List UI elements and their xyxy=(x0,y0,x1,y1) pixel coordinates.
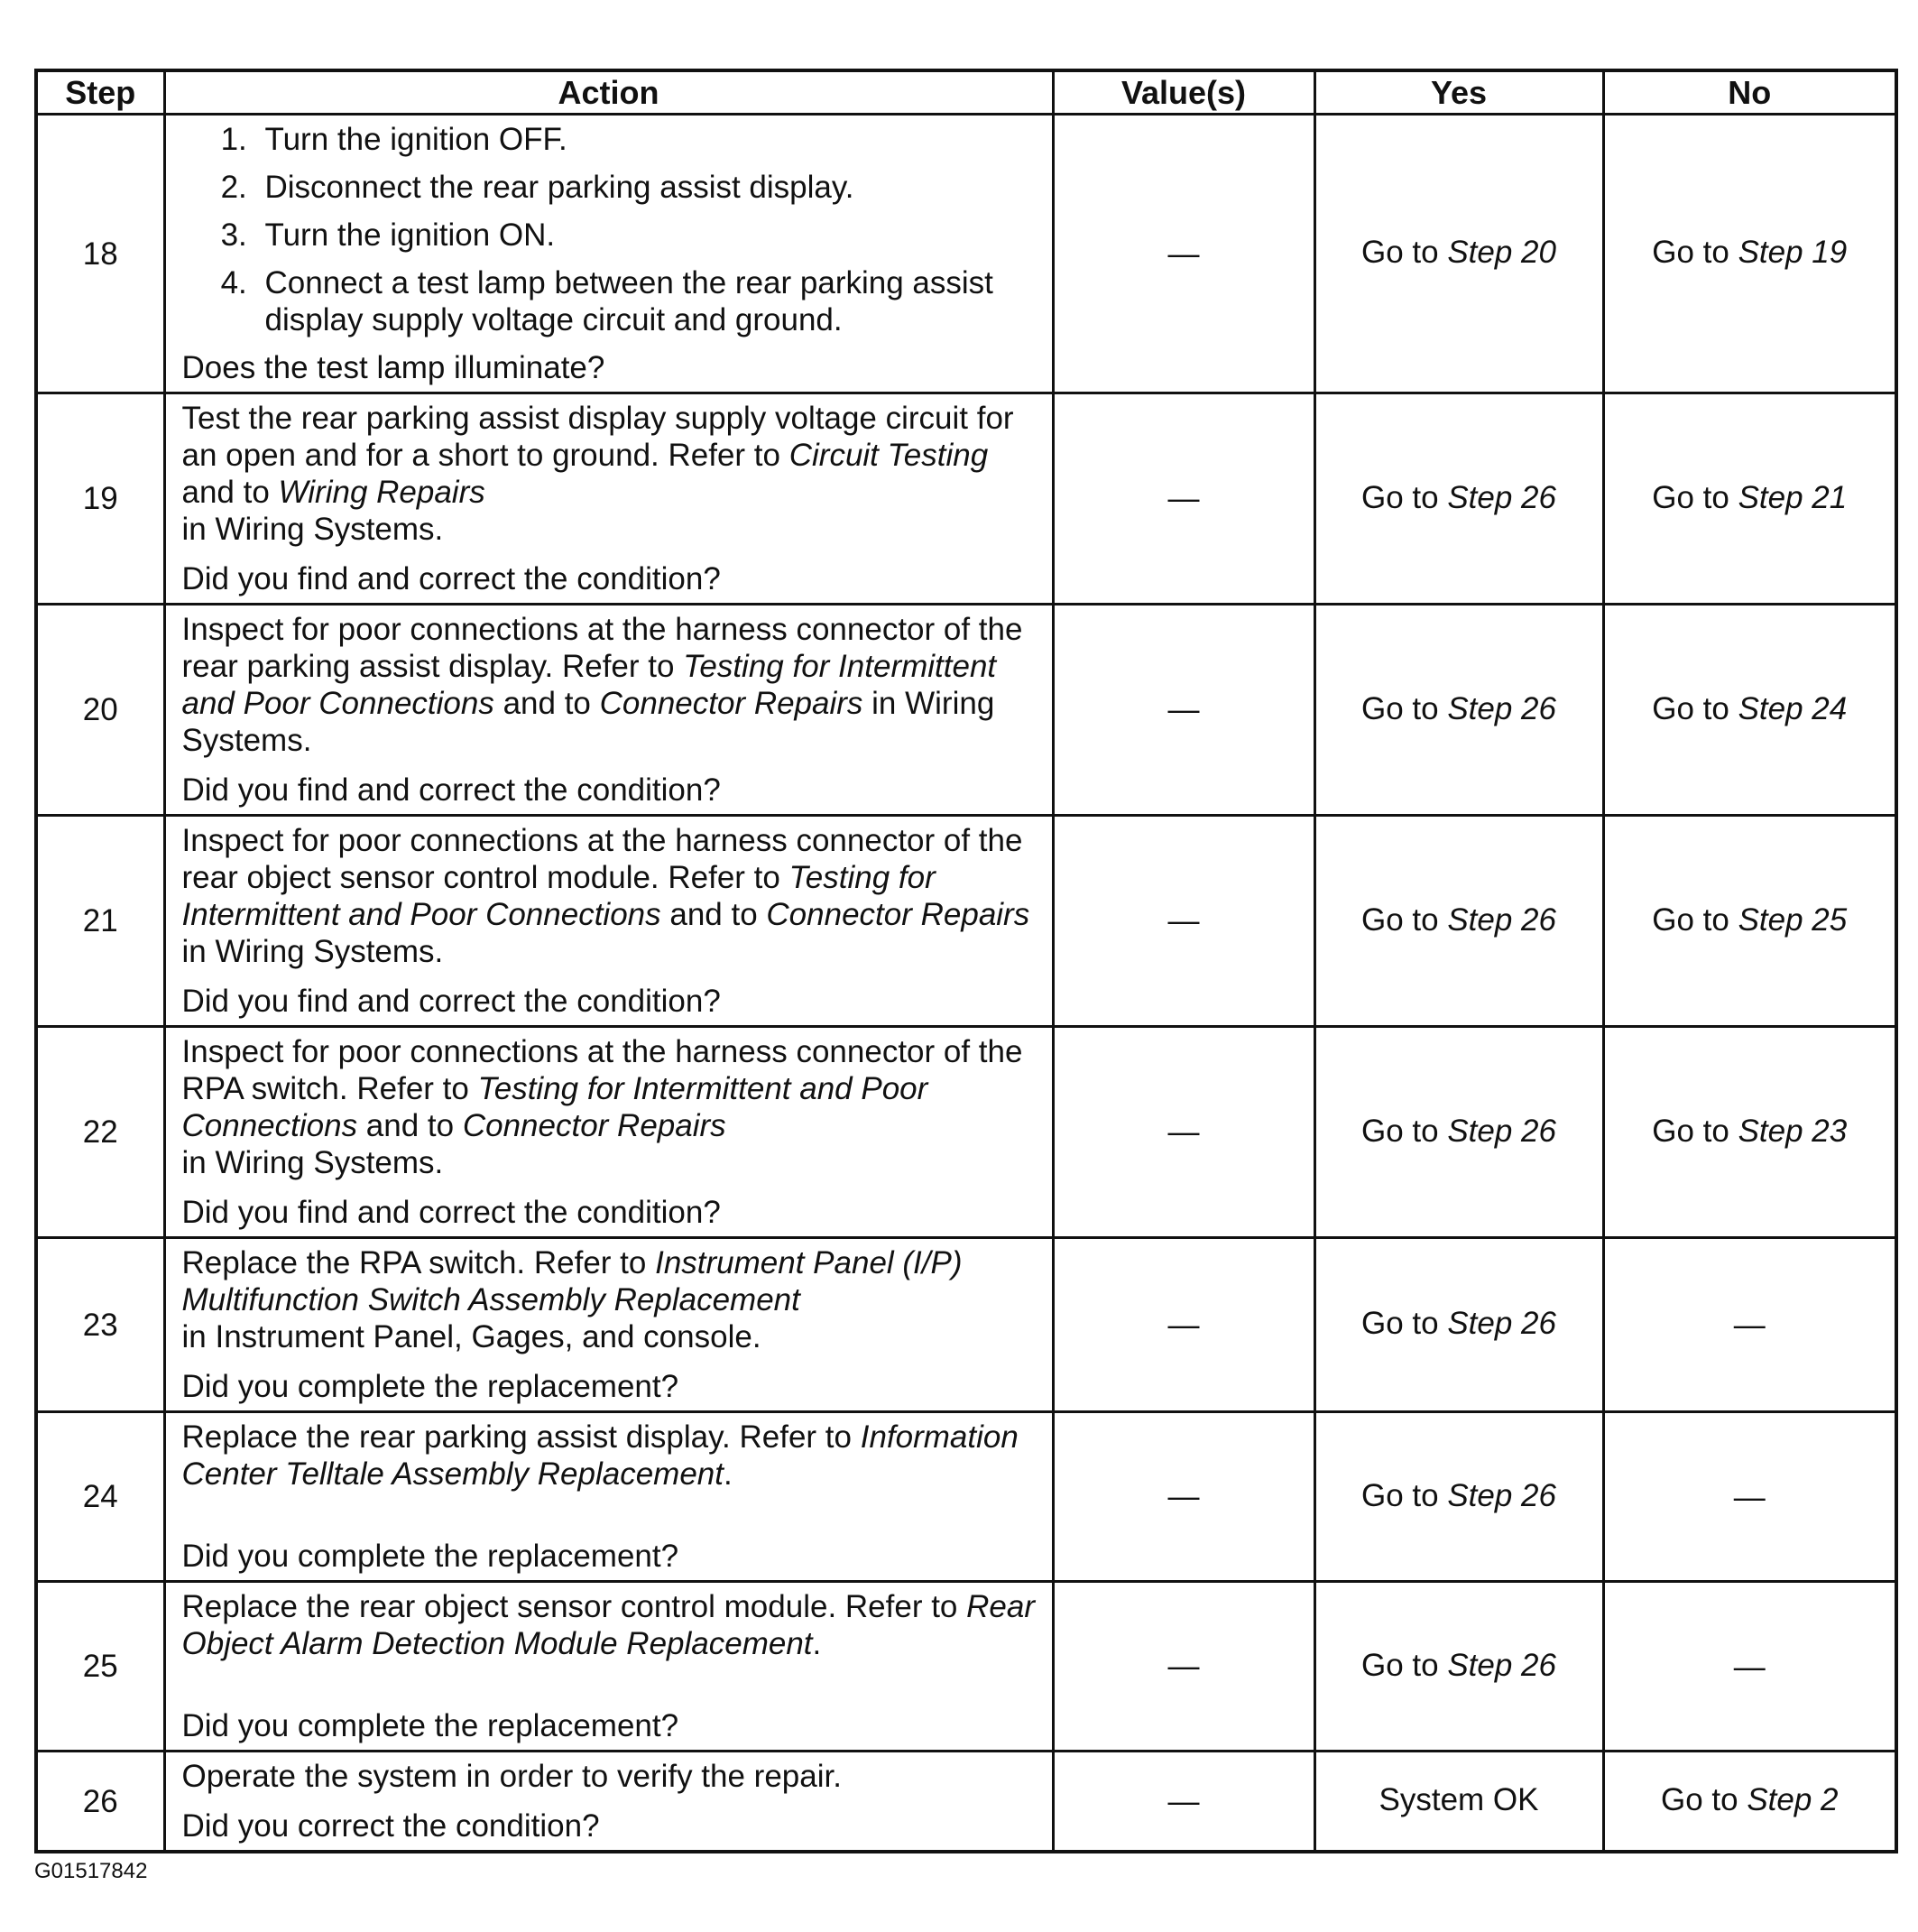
instruction-text: and to xyxy=(181,438,997,510)
yes-prefix: Go to xyxy=(1361,1477,1448,1513)
action-substep: 1. Turn the ignition OFF. xyxy=(256,121,1037,158)
action-cell xyxy=(164,393,1053,605)
no-cell xyxy=(1603,115,1896,393)
step-number: 18 xyxy=(36,115,164,393)
action-cell xyxy=(164,1027,1053,1238)
action-question: Did you correct the condition? xyxy=(181,1808,600,1844)
table-row xyxy=(36,1412,1896,1582)
reference-title: Connector Repairs xyxy=(462,1108,726,1143)
diagnostic-steps-table xyxy=(34,69,1898,1853)
action-instruction xyxy=(182,1758,1037,1795)
step-number: 22 xyxy=(36,1027,164,1238)
yes-cell xyxy=(1314,1582,1603,1752)
reference-title: Instrument Panel (I/P) Multifunction Switch Assembly Replacement xyxy=(181,1245,972,1317)
yes-prefix: Go to xyxy=(1361,1647,1448,1683)
action-substep: 3. Turn the ignition ON. xyxy=(256,217,1037,254)
yes-prefix: Go to xyxy=(1361,901,1448,938)
action-question: Did you find and correct the condition? xyxy=(181,1195,721,1230)
no-prefix: Go to xyxy=(1660,1782,1747,1817)
action-question: Did you find and correct the condition? xyxy=(181,561,721,596)
no-cell xyxy=(1603,1752,1896,1853)
value-cell: — xyxy=(1053,1752,1314,1853)
no-cell xyxy=(1603,1582,1896,1752)
instruction-text: . xyxy=(812,1626,822,1661)
value-cell: — xyxy=(1053,605,1314,816)
no-cell xyxy=(1603,816,1896,1027)
action-spacer xyxy=(182,1662,1037,1695)
header-action: Action xyxy=(164,70,1053,115)
table-row xyxy=(36,1027,1896,1238)
reference-title: Testing for Intermittent and Poor Connections xyxy=(181,860,945,932)
header-no: No xyxy=(1603,70,1896,115)
yes-prefix: Go to xyxy=(1361,1306,1448,1341)
no-prefix: Go to xyxy=(1652,690,1738,726)
yes-prefix: Go to xyxy=(1361,235,1448,270)
action-instruction xyxy=(182,1244,1037,1355)
yes-step-ref: Step 26 xyxy=(1447,1113,1556,1149)
no-cell xyxy=(1603,1412,1896,1582)
yes-cell xyxy=(1314,1752,1603,1853)
action-substeps xyxy=(182,121,1037,338)
step-number: 26 xyxy=(36,1752,164,1853)
action-cell xyxy=(164,1238,1053,1412)
reference-title: Connector Repairs xyxy=(599,686,863,721)
no-cell xyxy=(1603,393,1896,605)
yes-cell xyxy=(1314,1238,1603,1412)
yes-cell xyxy=(1314,393,1603,605)
yes-prefix: Go to xyxy=(1361,690,1448,726)
instruction-text: Replace the rear object sensor control module. Refer to xyxy=(181,1589,967,1624)
instruction-text: and to xyxy=(493,686,600,721)
no-step-ref: Step 2 xyxy=(1747,1782,1839,1817)
diagnostic-table-sheet xyxy=(34,69,1895,1853)
value-cell: — xyxy=(1053,115,1314,393)
action-question: Did you complete the replacement? xyxy=(181,1708,679,1743)
instruction-text: in Wiring Systems. xyxy=(181,1145,444,1180)
no-step-ref: Step 21 xyxy=(1738,479,1848,515)
instruction-text: Inspect for poor connections at the harness connector of the rear object sensor control module. Refer to xyxy=(181,823,1032,895)
yes-step-ref: Step 26 xyxy=(1447,1477,1556,1513)
header-values: Value(s) xyxy=(1053,70,1314,115)
table-row xyxy=(36,605,1896,816)
yes-cell xyxy=(1314,115,1603,393)
action-instruction xyxy=(182,611,1037,759)
action-cell xyxy=(164,1412,1053,1582)
yes-step-ref: Step 26 xyxy=(1447,479,1556,515)
action-instruction xyxy=(182,1033,1037,1181)
no-prefix: Go to xyxy=(1652,901,1738,938)
header-step: Step xyxy=(36,70,164,115)
value-cell: — xyxy=(1053,816,1314,1027)
instruction-text: Inspect for poor connections at the harness connector of the rear parking assist display. Refer to xyxy=(181,612,1032,684)
yes-step-ref: Step 26 xyxy=(1447,1647,1556,1683)
step-number: 19 xyxy=(36,393,164,605)
value-cell: — xyxy=(1053,1412,1314,1582)
instruction-text: and to xyxy=(357,1108,463,1143)
yes-step-ref: Step 26 xyxy=(1447,901,1556,938)
action-question: Did you complete the replacement? xyxy=(181,1369,679,1404)
yes-cell xyxy=(1314,1027,1603,1238)
no-step-ref: Step 23 xyxy=(1738,1113,1848,1149)
yes-text: System OK xyxy=(1379,1782,1539,1817)
table-row xyxy=(36,115,1896,393)
reference-title: Connector Repairs xyxy=(766,897,1030,932)
value-cell: — xyxy=(1053,1238,1314,1412)
table-row xyxy=(36,1238,1896,1412)
step-number: 25 xyxy=(36,1582,164,1752)
no-prefix: Go to xyxy=(1652,1113,1738,1149)
action-cell xyxy=(164,605,1053,816)
yes-step-ref: Step 26 xyxy=(1447,690,1556,726)
no-step-ref: Step 24 xyxy=(1738,690,1848,726)
table-row xyxy=(36,1582,1896,1752)
instruction-text: . xyxy=(723,1456,733,1492)
instruction-text: in Instrument Panel, Gages, and console. xyxy=(181,1319,761,1354)
action-question: Did you find and correct the condition? xyxy=(181,984,721,1019)
reference-title: Testing for Intermittent and Poor Connections xyxy=(181,649,1005,721)
instruction-text: in Wiring Systems. xyxy=(181,512,444,547)
action-cell xyxy=(164,816,1053,1027)
instruction-text: in Wiring Systems. xyxy=(181,686,1004,758)
action-substep: 4. Connect a test lamp between the rear parking assist display supply voltage circuit and ground. xyxy=(256,264,1037,338)
table-header-row xyxy=(36,70,1896,115)
action-substep: 2. Disconnect the rear parking assist display. xyxy=(256,169,1037,206)
instruction-text: and to xyxy=(660,897,767,932)
table-row xyxy=(36,1752,1896,1853)
no-cell xyxy=(1603,605,1896,816)
no-text: — xyxy=(1733,1649,1766,1685)
yes-cell xyxy=(1314,1412,1603,1582)
action-cell xyxy=(164,1582,1053,1752)
no-prefix: Go to xyxy=(1652,479,1738,515)
instruction-text: Replace the rear parking assist display. Refer to xyxy=(181,1419,861,1455)
table-row xyxy=(36,816,1896,1027)
action-instruction xyxy=(182,400,1037,548)
value-cell: — xyxy=(1053,1582,1314,1752)
yes-cell xyxy=(1314,605,1603,816)
reference-title: Rear Object Alarm Detection Module Replacement xyxy=(181,1589,1044,1661)
step-number: 20 xyxy=(36,605,164,816)
action-question: Did you complete the replacement? xyxy=(181,1539,679,1574)
no-step-ref: Step 19 xyxy=(1738,235,1848,270)
no-text: — xyxy=(1733,1308,1766,1343)
instruction-text: Test the rear parking assist display supply voltage circuit for an open and for a short to ground. Refer to xyxy=(181,401,1023,473)
instruction-text: Inspect for poor connections at the harness connector of the RPA switch. Refer to xyxy=(181,1034,1032,1106)
reference-title: Circuit Testing xyxy=(788,438,989,473)
reference-title: Testing for Intermittent and Poor Connections xyxy=(181,1071,937,1143)
reference-title: Wiring Repairs xyxy=(278,475,485,510)
action-spacer xyxy=(182,1493,1037,1525)
yes-prefix: Go to xyxy=(1361,1113,1448,1149)
no-text: — xyxy=(1733,1479,1766,1515)
action-question: Does the test lamp illuminate? xyxy=(181,350,605,385)
no-step-ref: Step 25 xyxy=(1738,901,1848,938)
no-cell xyxy=(1603,1027,1896,1238)
action-instruction xyxy=(182,822,1037,970)
value-cell: — xyxy=(1053,1027,1314,1238)
instruction-text: Replace the RPA switch. Refer to xyxy=(181,1245,656,1280)
no-prefix: Go to xyxy=(1652,235,1738,270)
header-yes: Yes xyxy=(1314,70,1603,115)
yes-prefix: Go to xyxy=(1361,479,1448,515)
reference-title: Information Center Telltale Assembly Replacement xyxy=(181,1419,1028,1492)
action-cell xyxy=(164,1752,1053,1853)
action-question: Did you find and correct the condition? xyxy=(181,772,721,808)
yes-step-ref: Step 20 xyxy=(1447,235,1556,270)
step-number: 24 xyxy=(36,1412,164,1582)
action-instruction xyxy=(182,1419,1037,1493)
table-row xyxy=(36,393,1896,605)
action-cell xyxy=(164,115,1053,393)
yes-step-ref: Step 26 xyxy=(1447,1306,1556,1341)
no-cell xyxy=(1603,1238,1896,1412)
instruction-text: Operate the system in order to verify the repair. xyxy=(181,1759,842,1794)
table-body xyxy=(36,115,1896,1853)
figure-id: G01517842 xyxy=(34,1859,148,1883)
yes-cell xyxy=(1314,816,1603,1027)
step-number: 21 xyxy=(36,816,164,1027)
action-instruction xyxy=(181,1588,1044,1662)
instruction-text: in Wiring Systems. xyxy=(181,897,1038,969)
value-cell: — xyxy=(1053,393,1314,605)
step-number: 23 xyxy=(36,1238,164,1412)
